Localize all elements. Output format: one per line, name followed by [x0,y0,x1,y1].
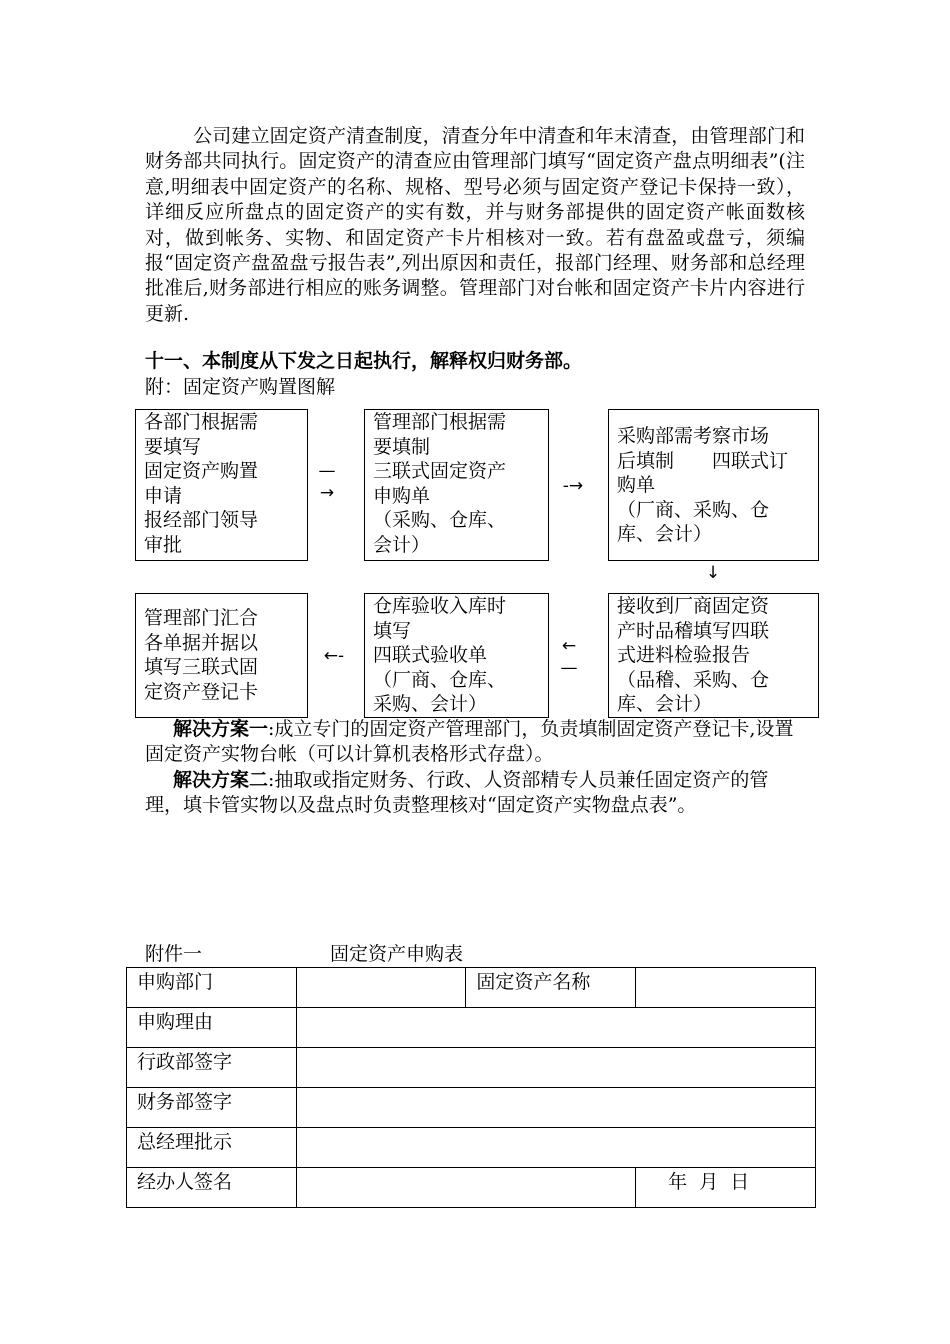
admin-sign-label: 行政部签字 [127,1048,297,1088]
flow-step-4: 接收到厂商固定资 产时品稽填写四联 式进料检验报告 （品稽、采购、仓 库、会计） [608,593,819,718]
asset-name-label: 固定资产名称 [466,968,636,1008]
flow-step-2: 管理部门根据需 要填制 三联式固定资产 申购单 （采购、仓库、 会计） [364,409,549,561]
table-row [127,1168,816,1208]
admin-sign-field[interactable] [296,1048,815,1088]
flow-step-6: 管理部门汇合 各单据并据以 填写三联式固 定资产登记卡 [135,593,308,718]
section-eleven-heading: 十一、本制度从下发之日起执行，解释权归财务部。 [145,350,583,372]
flow-arrow-4: ← — [560,636,578,678]
dept-field[interactable] [296,968,466,1008]
handler-label: 经办人签名 [127,1168,297,1208]
solution-1-text: :成立专门的固定资产管理部门，负责填制固定资产登记卡,设置固定资产实物台帐（可以计算机表格形式存盘）。 [145,718,794,766]
finance-sign-label: 财务部签字 [127,1088,297,1128]
dept-label: 申购部门 [127,968,297,1008]
asset-name-field[interactable] [636,968,816,1008]
table-row [127,1048,816,1088]
solution-2 [145,768,795,819]
gm-field[interactable] [296,1128,815,1168]
flow-step-5: 仓库验收入库时 填写 四联式验收单 （厂商、仓库、 采购、会计） [364,593,549,718]
table-row [127,1088,816,1128]
flow-step-3: 采购部需考察市场 后填制 四联式订 购单 （厂商、采购、仓 库、会计） [608,409,819,561]
flow-step-1: 各部门根据需 要填写 固定资产购置 申请 报经部门领导 审批 [135,409,308,561]
solution-1 [145,717,795,768]
solution-1-title: 解决方案一 [173,718,269,740]
reason-field[interactable] [296,1008,815,1048]
solution-2-title: 解决方案二 [173,769,269,791]
flow-arrow-5: ←- [323,646,345,666]
intro-paragraph: 公司建立固定资产清查制度，清查分年中清查和年末清查，由管理部门和财务部共同执行。固定资产的清查应由管理部门填写“固定资产盘点明细表”(注意,明细表中固定资产的名称、规格、型号必须与固定资产登记卡保持一致），详细反应所盘点的固定资产的实有数，并与财务部提供的固定资产帐面数核对，做到帐务、实物、和固定资产卡片相核对一致。若有盘盈或盘亏，须编报“固定资产盘盈盘亏报告表”,列出原因和责任，报部门经理、财务部和总经理批准后,财务部进行相应的账务调整。管理部门对台帐和固定资产卡片内容进行更新. [145,125,805,325]
reason-label: 申购理由 [127,1008,297,1048]
table-row [127,1008,816,1048]
flow-arrow-2: -→ [562,476,584,496]
flow-arrow-3: ↓ [705,563,721,583]
solution-2-text: :抽取或指定财务、行政、人资部精专人员兼任固定资产的管理，填卡管实物以及盘点时负责整理核对“固定资产实物盘点表”。 [145,769,769,817]
appendix-label: 附：固定资产购置图解 [145,376,336,398]
finance-sign-field[interactable] [296,1088,815,1128]
table-row [127,968,816,1008]
handler-field[interactable] [296,1168,635,1208]
date-field[interactable]: 年 月 日 [636,1168,816,1208]
form-title: 固定资产申购表 [330,943,464,965]
flow-arrow-1: — → [318,461,336,503]
gm-label: 总经理批示 [127,1128,297,1168]
purchase-request-form [126,967,816,1208]
table-row [127,1128,816,1168]
attachment-label: 附件一 [145,943,203,965]
